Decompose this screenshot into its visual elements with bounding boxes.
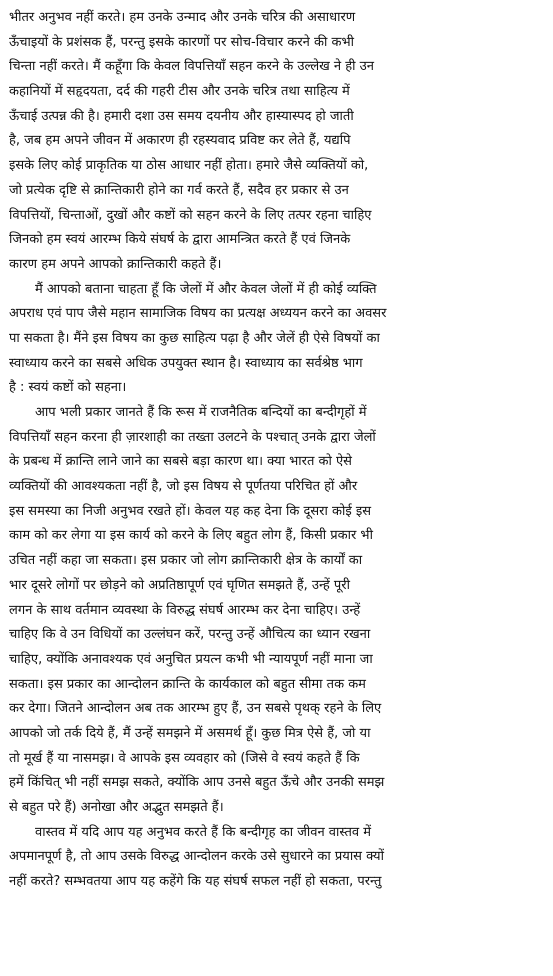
text-line: स्वाध्याय करने का सबसे अधिक उपयुक्त स्थान है। स्वाध्याय का सर्वश्रेष्ठ भाग (9, 355, 363, 371)
text-line: इस समस्या का निजी अनुभव रखते हों। केवल यह कह देना कि दूसरा कोई इस (9, 503, 372, 519)
text-line: कर देगा। जितने आन्दोलन अब तक आरम्भ हुए हैं, उन सबसे पृथक् रहने के लिए (9, 701, 382, 717)
text-line: चिन्ता नहीं करते। मैं कहूँगा कि केवल विपत्तियाँ सहन करने के उल्लेख ने ही उन (9, 59, 375, 75)
paragraph-3 (9, 401, 544, 821)
text-line: जो प्रत्येक दृष्टि से क्रान्तिकारी होने का गर्व करते हैं, सदैव हर प्रकार से उन (9, 182, 349, 198)
text-line: मैं आपको बताना चाहता हूँ कि जेलों में और केवल जेलों में ही कोई व्यक्ति (35, 281, 377, 297)
text-line: अपमानपूर्ण है, तो आप उसके विरुद्ध आन्दोलन करके उसे सुधारने का प्रयास क्यों (9, 849, 384, 865)
text-line: ऊँचाई उत्पन्न की है। हमारी दशा उस समय दयनीय और हास्यास्पद हो जाती (9, 108, 354, 124)
text-line: हमें किंचित् भी नहीं समझ सकते, क्योंकि आप उनसे बहुत ऊँचे और उनकी समझ (9, 775, 385, 791)
text-line: विपत्तियाँ सहन करना ही ज़ारशाही का तख्ता उलटने के पश्चात् उनके द्वारा जेलों (9, 429, 376, 445)
text-line: से बहुत परे हैं) अनोखा और अद्भुत समझते हैं। (9, 800, 224, 815)
text-line: पा सकता है। मैंने इस विषय का कुछ साहित्य पढ़ा है और जेलें ही ऐसे विषयों का (9, 330, 380, 346)
text-line: सकता। इस प्रकार का आन्दोलन क्रान्ति के कार्यकाल को बहुत सीमा तक कम (9, 676, 366, 692)
text-line: ऊँचाइयों के प्रशंसक हैं, परन्तु इसके कारणों पर सोच-विचार करने की कभी (9, 34, 354, 50)
text-line: नहीं करते? सम्भवतया आप यह कहेंगे कि यह संघर्ष सफल नहीं हो सकता, परन्तु (9, 874, 382, 890)
text-line: तो मूर्ख हैं या नासमझ। वे आपके इस व्यवहार को (जिसे वे स्वयं कहते हैं कि (9, 750, 360, 766)
text-line: के प्रबन्ध में क्रान्ति लाने जाने का सबसे बड़ा कारण था। क्या भारत को ऐसे (9, 454, 352, 470)
text-line: कारण हम अपने आपको क्रान्तिकारी कहते हैं। (9, 256, 222, 272)
text-line: है : स्वयं कष्टों को सहना। (9, 380, 127, 396)
text-line: वास्तव में यदि आप यह अनुभव करते हैं कि बन्दीगृह का जीवन वास्तव में (35, 824, 371, 840)
text-line: भार दूसरे लोगों पर छोड़ने को अप्रतिष्ठापूर्ण एवं घृणित समझते हैं, उन्हें पूरी (9, 577, 350, 593)
text-line: व्यक्तियों की आवश्यकता नहीं है, जो इस विषय से पूर्णतया परिचित हों और (9, 479, 358, 495)
text-line: चाहिए, क्योंकि अनावश्यक एवं अनुचित प्रयत्न कभी भी न्यायपूर्ण नहीं माना जा (9, 651, 373, 667)
paragraph-4 (9, 821, 544, 895)
paragraph-1 (9, 6, 544, 278)
text-line: आप भली प्रकार जानते हैं कि रूस में राजनैतिक बन्दियों का बन्दीगृहों में (35, 405, 367, 420)
text-line: आपको जो तर्क दिये हैं, मैं उन्हें समझने में असमर्थ हूँ। कुछ मित्र ऐसे हैं, जो या (9, 725, 371, 741)
paragraph-2 (9, 278, 544, 401)
text-line: जिनको हम स्वयं आरम्भ किये संघर्ष के द्वारा आमन्त्रित करते हैं एवं जिनके (9, 232, 351, 248)
text-line: काम को कर लेगा या इस कार्य को करने के लिए बहुत लोग हैं, किसी प्रकार भी (9, 528, 373, 544)
text-line: उचित नहीं कहा जा सकता। इस प्रकार जो लोग क्रान्तिकारी क्षेत्र के कार्यों का (9, 553, 363, 569)
text-line: इसके लिए कोई प्राकृतिक या ठोस आधार नहीं होता। हमारे जैसे व्यक्तियों को, (9, 158, 369, 174)
text-line: कहानियों में सहृदयता, दर्द की गहरी टीस और उनके चरित्र तथा साहित्य में (9, 84, 350, 100)
text-line: भीतर अनुभव नहीं करते। हम उनके उन्माद और उनके चरित्र की असाधारण (9, 10, 356, 25)
text-line: अपराध एवं पाप जैसे महान सामाजिक विषय का प्रत्यक्ष अध्ययन करने का अवसर (9, 306, 387, 322)
text-line: लगन के साथ वर्तमान व्यवस्था के विरुद्ध संघर्ष आरम्भ कर देना चाहिए। उन्हें (9, 602, 361, 618)
text-line: चाहिए कि वे उन विधियों का उल्लंघन करें, परन्तु उन्हें औचित्य का ध्यान रखना (9, 627, 371, 643)
text-line: है, जब हम अपने जीवन में अकारण ही रहस्यवाद प्रविष्ट कर लेते हैं, यद्यपि (9, 133, 351, 149)
text-line: विपत्तियों, चिन्ताओं, दुखों और कष्टों को सहन करने के लिए तत्पर रहना चाहिए (9, 207, 372, 223)
